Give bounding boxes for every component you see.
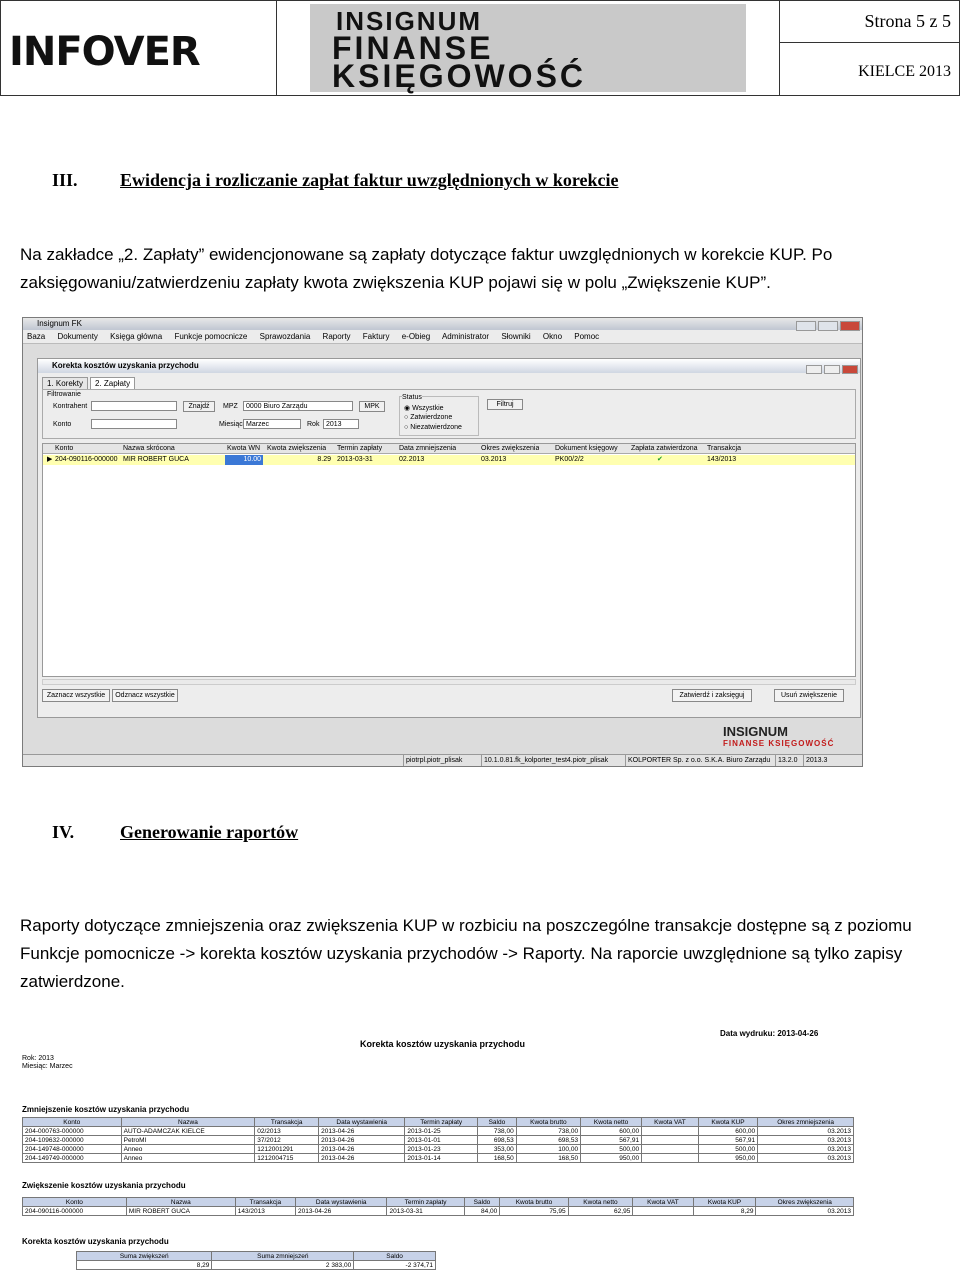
cell: 738,00 [516, 1127, 580, 1136]
column-header: Transakcja [235, 1198, 295, 1207]
payments-grid [42, 443, 856, 677]
cell: 950,00 [698, 1154, 757, 1163]
grid-horizontal-scrollbar[interactable] [42, 679, 856, 685]
column-header[interactable]: Kwota WN [227, 445, 261, 452]
month-select[interactable]: Marzec [243, 419, 301, 429]
column-header: Konto [23, 1198, 127, 1207]
find-button[interactable]: Znajdź [183, 401, 215, 412]
minimize-icon[interactable] [806, 365, 822, 374]
cell-due-date: 2013-03-31 [337, 456, 373, 463]
column-header: Nazwa [121, 1118, 255, 1127]
column-header[interactable]: Konto [55, 445, 74, 452]
status-user: piotrpl.piotr_plisak [403, 755, 462, 766]
cell: 75,95 [500, 1207, 568, 1216]
cell: MIR ROBERT GUCA [126, 1207, 235, 1216]
increase-header-row [23, 1198, 854, 1207]
kup-window-title: Korekta kosztów uzyskania przychodu [38, 359, 860, 373]
column-header: Nazwa [126, 1198, 235, 1207]
menu-item[interactable]: Funkcje pomocnicze [174, 332, 248, 341]
cell: 03.2013 [758, 1145, 854, 1154]
table-row [23, 1145, 854, 1154]
column-header[interactable]: Nazwa skrócona [123, 445, 175, 452]
menu-item[interactable]: Pomoc [574, 332, 600, 341]
cell: 204-000763-000000 [23, 1127, 122, 1136]
report-title: Korekta kosztów uzyskania przychodu [360, 1039, 526, 1049]
section-4-heading [52, 822, 452, 844]
column-header[interactable]: Termin zapłaty [337, 445, 383, 452]
cell: 8,29 [693, 1207, 756, 1216]
cell: 62,95 [568, 1207, 633, 1216]
summary-header-row [77, 1252, 436, 1261]
tab-zaplaty[interactable]: 2. Zapłaty [90, 377, 135, 389]
column-header[interactable]: Zapłata zatwierdzona [631, 445, 698, 452]
page-number: Strona 5 z 5 [780, 1, 959, 43]
year-select[interactable]: 2013 [323, 419, 359, 429]
column-header: Termin zapłaty [405, 1118, 478, 1127]
cell-name: MIR ROBERT GUCA [123, 456, 189, 463]
cell: 84,00 [464, 1207, 500, 1216]
cell: 1212004715 [255, 1154, 319, 1163]
report-print-date: Data wydruku: 2013-04-26 [720, 1029, 819, 1038]
cell-decrease-period: 02.2013 [399, 456, 425, 463]
status-radio-all[interactable]: ◉ Wszystkie [404, 405, 444, 412]
table-row [23, 1207, 854, 1216]
cell: PetroMI [121, 1136, 255, 1145]
minimize-icon[interactable] [796, 321, 816, 331]
section-3-number: III. [52, 170, 78, 190]
column-header: Saldo [354, 1252, 436, 1261]
insignum-logo-line3: KSIĘGOWOŚĆ [332, 58, 587, 94]
menu-item[interactable]: Baza [27, 332, 46, 341]
app-status-bar [23, 754, 862, 766]
column-header: Kwota VAT [633, 1198, 693, 1207]
cell: 204-109632-000000 [23, 1136, 122, 1145]
app-window [22, 317, 863, 767]
column-header: Kwota brutto [500, 1198, 568, 1207]
cell: 03.2013 [756, 1207, 854, 1216]
cell: 2013-04-26 [319, 1136, 405, 1145]
cell: 738,00 [478, 1127, 517, 1136]
cell: 2013-01-01 [405, 1136, 478, 1145]
sum-increase: 8,29 [77, 1261, 212, 1270]
close-icon[interactable] [840, 321, 860, 331]
kontrahent-label: Kontrahent [53, 403, 88, 410]
app-titlebar: Insignum FK [23, 318, 862, 330]
table-row[interactable] [43, 455, 855, 465]
konto-input[interactable] [91, 419, 177, 429]
approved-check-icon: ✔ [657, 456, 663, 463]
deselect-all-button[interactable]: Odznacz wszystkie [112, 689, 178, 702]
menu-item[interactable]: Księga główna [110, 332, 163, 341]
tab-korekty[interactable]: 1. Korekty [42, 377, 88, 389]
decrease-table [22, 1117, 854, 1163]
cell-amount-wn[interactable]: 10.00 [225, 455, 263, 465]
column-header: Konto [23, 1118, 122, 1127]
cell: AUTO-ADAMCZAK KIELCE [121, 1127, 255, 1136]
column-header: Kwota netto [568, 1198, 633, 1207]
event-name: KIELCE 2013 [858, 63, 951, 80]
status-version: 13.2.0 [775, 755, 797, 766]
cell: 600,00 [581, 1127, 642, 1136]
column-header: Data wystawienia [295, 1198, 387, 1207]
cell [642, 1154, 699, 1163]
status-group [399, 396, 479, 436]
app-window-controls [794, 318, 860, 336]
cell-konto: 204-090116-000000 [55, 456, 118, 463]
menu-item[interactable]: Sprawozdania [259, 332, 311, 341]
cell [642, 1127, 699, 1136]
cell: 567,91 [698, 1136, 757, 1145]
cell: 143/2013 [235, 1207, 295, 1216]
column-header: Kwota VAT [642, 1118, 699, 1127]
cell: 500,00 [698, 1145, 757, 1154]
column-header[interactable]: Transakcja [707, 445, 741, 452]
cell: Anneo [121, 1145, 255, 1154]
report-month: Miesiąc: Marzec [22, 1063, 73, 1070]
cell: 1212001291 [255, 1145, 319, 1154]
status-option-label: Wszystkie [412, 405, 444, 412]
section-4-paragraph: Raporty dotyczące zmniejszenia oraz zwiększenia KUP w rozbiciu na poszczególne transakcje dostępne są z poziomu Funkcje pomocnicze -> korekta kosztów uzyskania przychodów -> Raporty. Na raporcie uwzględnione są tylko zapisy zatwierdzone. [20, 916, 912, 991]
report-year: Rok: 2013 [22, 1055, 54, 1062]
cell [642, 1145, 699, 1154]
column-header[interactable]: Dokument księgowy [555, 445, 618, 452]
column-header: Okres zwiększenia [756, 1198, 854, 1207]
menu-item[interactable]: Dokumenty [57, 332, 98, 341]
summary-section-title: Korekta kosztów uzyskania przychodu [22, 1237, 169, 1246]
insignum-logo [310, 4, 746, 92]
menu-item[interactable]: Okno [542, 332, 563, 341]
cell: 2013-04-26 [319, 1127, 405, 1136]
grid-header-row [43, 444, 855, 454]
status-period: 2013.3 [803, 755, 827, 766]
insignum-app-logo-sub: FINANSE KSIĘGOWOŚĆ [723, 739, 835, 748]
cell: 100,00 [516, 1145, 580, 1154]
section-3-heading [52, 170, 752, 192]
filter-group-label: Filtrowanie [47, 391, 81, 398]
cell: 500,00 [581, 1145, 642, 1154]
decrease-section-title: Zmniejszenie kosztów uzyskania przychodu [22, 1105, 190, 1114]
column-header: Saldo [464, 1198, 500, 1207]
insignum-logo-line2: FINANSE [332, 30, 494, 66]
cell: 03.2013 [758, 1127, 854, 1136]
column-header: Data wystawienia [319, 1118, 405, 1127]
cell: 2013-04-26 [319, 1154, 405, 1163]
cell [633, 1207, 693, 1216]
kup-correction-window [37, 358, 861, 718]
column-header[interactable]: Kwota zwiększenia [267, 445, 327, 452]
cell: 204-149748-000000 [23, 1145, 122, 1154]
column-header: Suma zmniejszeń [212, 1252, 354, 1261]
insignum-app-logo [723, 724, 834, 748]
cell: 2013-04-26 [295, 1207, 387, 1216]
section-3-paragraph: Na zakładce „2. Zapłaty” ewidencjonowane są zapłaty dotyczące faktur uwzględnionych w korekcie KUP. Po zaksięgowaniu/zatwierdzeniu zapłaty kwota zwiększenia KUP pojawi się w polu „Zwiększenie KUP”. [20, 245, 833, 292]
row-pointer-icon: ▶ [47, 456, 53, 463]
cell: 168,50 [516, 1154, 580, 1163]
status-radio-unapproved[interactable]: ○ Niezatwierdzone [404, 424, 462, 431]
header-right-cell [780, 1, 959, 95]
menu-item[interactable]: Administrator [441, 332, 490, 341]
column-header[interactable]: Okres zwiększenia [481, 445, 540, 452]
cell: 950,00 [581, 1154, 642, 1163]
column-header: Kwota netto [581, 1118, 642, 1127]
report-printout [20, 1025, 860, 1286]
cell-document: PK00/2/2 [555, 456, 584, 463]
filter-panel [42, 389, 856, 439]
table-row [23, 1136, 854, 1145]
cell: Anneo [121, 1154, 255, 1163]
app-menubar [23, 330, 862, 344]
column-header: Termin zapłaty [387, 1198, 464, 1207]
rok-label: Rok [307, 421, 320, 428]
mpz-input[interactable]: 0000 Biuro Zarządu [243, 401, 353, 411]
select-all-button[interactable]: Zaznacz wszystkie [42, 689, 110, 702]
cell: 600,00 [698, 1127, 757, 1136]
cell: 168,50 [478, 1154, 517, 1163]
konto-label: Konto [53, 421, 72, 428]
status-option-label: Niezatwierdzone [410, 424, 462, 431]
kup-tabs [42, 377, 137, 389]
filter-button[interactable]: Filtruj [487, 399, 523, 410]
column-header: Suma zwiększeń [77, 1252, 212, 1261]
cell: 03.2013 [758, 1154, 854, 1163]
increase-table [22, 1197, 854, 1216]
sum-balance: -2 374,71 [354, 1261, 436, 1270]
menu-item[interactable]: Raporty [322, 332, 351, 341]
sum-decrease: 2 383,00 [212, 1261, 354, 1270]
status-option-label: Zatwierdzone [410, 414, 453, 421]
infover-logo: INFOVER [9, 29, 200, 75]
delete-increase-button[interactable]: Usuń zwiększenie [774, 689, 844, 702]
column-header: Okres zmniejszenia [758, 1118, 854, 1127]
kontrahent-input[interactable] [91, 401, 177, 411]
cell: 698,53 [478, 1136, 517, 1145]
column-header: Kwota brutto [516, 1118, 580, 1127]
approve-post-button[interactable]: Zatwierdź i zaksięguj [672, 689, 752, 702]
status-label: Status [402, 394, 422, 401]
column-header[interactable]: Data zmniejszenia [399, 445, 457, 452]
mpz-label: MPZ [223, 403, 238, 410]
cell: 37/2012 [255, 1136, 319, 1145]
menu-item[interactable]: e-Obieg [401, 332, 431, 341]
section-4-title: Generowanie raportów [120, 822, 299, 842]
table-row [23, 1154, 854, 1163]
insignum-app-logo-main: INSIGNUM [723, 724, 788, 739]
cell: 2013-01-14 [405, 1154, 478, 1163]
kup-window-controls [804, 361, 858, 379]
cell: 204-149749-000000 [23, 1154, 122, 1163]
mpk-button[interactable]: MPK [359, 401, 385, 412]
miesiac-label: Miesiąc [219, 421, 243, 428]
cell: 567,91 [581, 1136, 642, 1145]
column-header: Kwota KUP [698, 1118, 757, 1127]
section-4-number: IV. [52, 822, 75, 842]
section-3-title: Ewidencja i rozliczanie zapłat faktur uwzględnionych w korekcie [120, 170, 619, 190]
cell-transaction: 143/2013 [707, 456, 737, 463]
column-header: Kwota KUP [693, 1198, 756, 1207]
menu-item[interactable]: Słowniki [501, 332, 531, 341]
header-left-cell [1, 1, 277, 95]
cell: 353,00 [478, 1145, 517, 1154]
column-header: Transakcja [255, 1118, 319, 1127]
cell [642, 1136, 699, 1145]
cell: 2013-04-26 [319, 1145, 405, 1154]
insignum-logo-line1: INSIGNUM [336, 6, 482, 36]
status-company: KOLPORTER Sp. z o.o. S.K.A. Biuro Zarządu [625, 755, 770, 766]
table-row [23, 1127, 854, 1136]
cell: 03.2013 [758, 1136, 854, 1145]
status-radio-approved[interactable]: ○ Zatwierdzone [404, 414, 453, 421]
cell: 204-090116-000000 [23, 1207, 127, 1216]
cell-increase-amount: 8.29 [317, 456, 331, 463]
cell: 698,53 [516, 1136, 580, 1145]
decrease-header-row [23, 1118, 854, 1127]
maximize-icon[interactable] [818, 321, 838, 331]
status-db: 10.1.0.81.fk_kolporter_test4.piotr_plisak [481, 755, 608, 766]
cell: 2013-01-25 [405, 1127, 478, 1136]
cell: 02/2013 [255, 1127, 319, 1136]
cell: 2013-01-23 [405, 1145, 478, 1154]
cell-increase-period: 03.2013 [481, 456, 507, 463]
increase-section-title: Zwiększenie kosztów uzyskania przychodu [22, 1181, 186, 1190]
maximize-icon[interactable] [824, 365, 840, 374]
menu-item[interactable]: Faktury [362, 332, 390, 341]
cell: 2013-03-31 [387, 1207, 464, 1216]
table-row [77, 1261, 436, 1270]
summary-table [76, 1251, 436, 1270]
close-icon[interactable] [842, 365, 858, 374]
column-header: Saldo [478, 1118, 517, 1127]
